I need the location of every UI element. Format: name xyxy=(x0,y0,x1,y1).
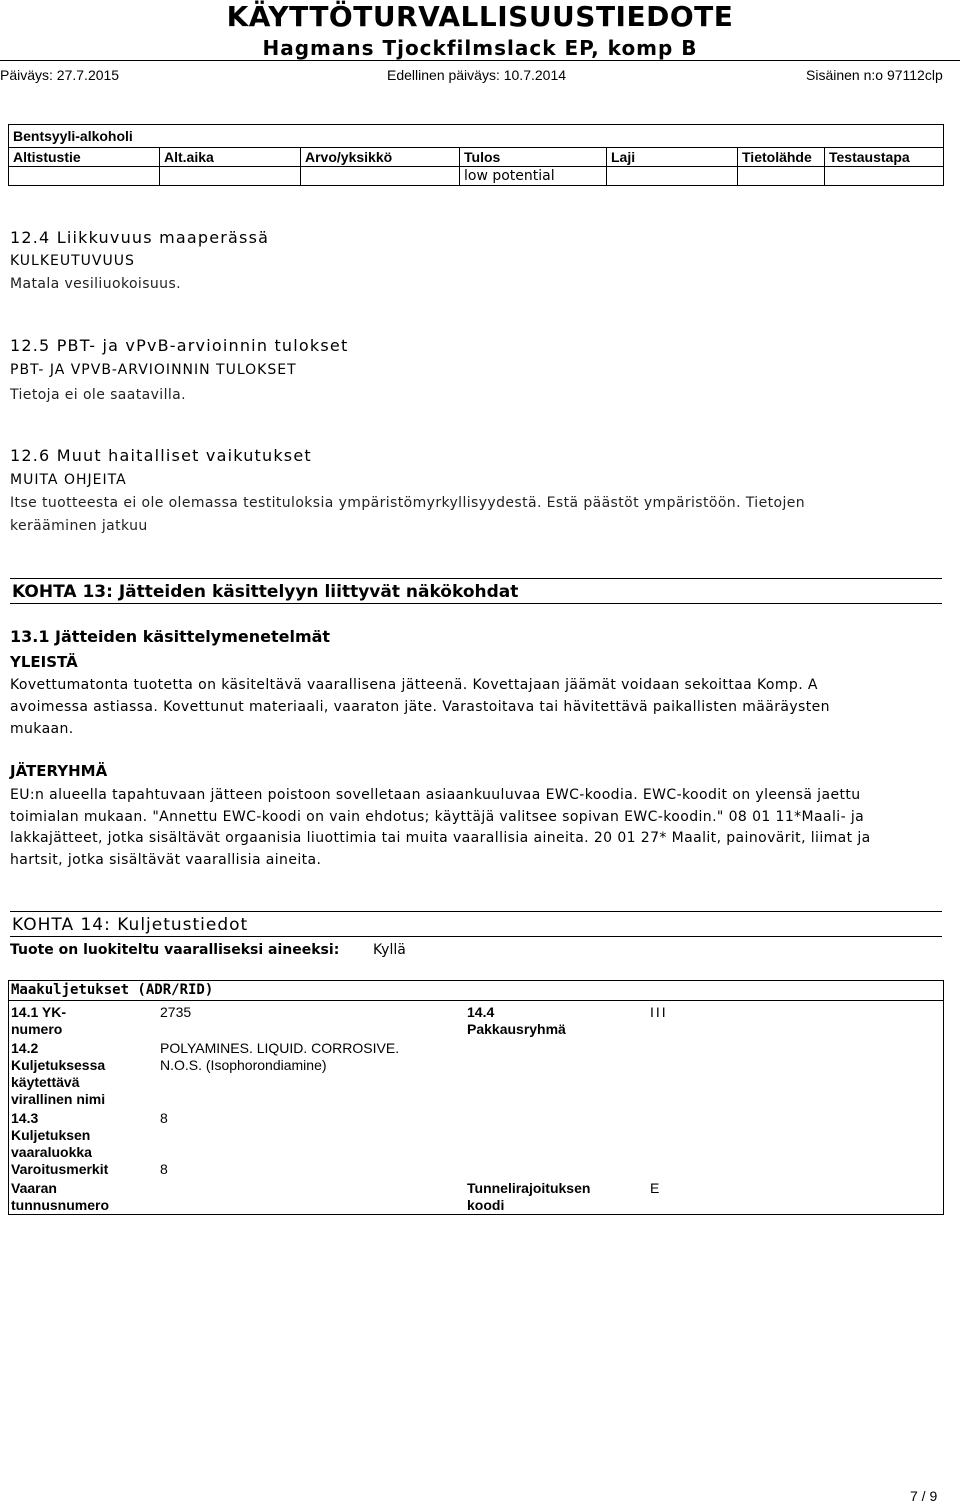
label-line: tunnusnumero xyxy=(11,1197,109,1213)
column-header: Arvo/yksikkö xyxy=(301,148,460,167)
waste-group-text-line: toimialan mukaan. "Annettu EWC-koodi on vain ehdotus; käyttäjä valitsee sopivan EWC-koodin." 08 01 11*Maali- ja xyxy=(10,809,865,825)
section-12-6-text-line: kerääminen jatkuu xyxy=(10,518,148,534)
section-13-heading: KOHTA 13: Jätteiden käsittelyyn liittyvät näkökohdat xyxy=(12,582,519,602)
hazard-class-value: 8 xyxy=(160,1110,168,1126)
section-14-bottom-rule xyxy=(10,936,942,937)
substance-name: Bentsyyli-alkoholi xyxy=(9,125,944,148)
column-header: Alt.aika xyxy=(160,148,301,167)
waste-group-text-line: hartsit, jotka sisältävät vaarallisia aineita. xyxy=(10,852,322,868)
hazard-class-label xyxy=(11,1110,92,1161)
document-title: KÄYTTÖTURVALLISUUSTIEDOTE xyxy=(226,0,734,33)
section-13-1-heading: 13.1 Jätteiden käsittelymenetelmät xyxy=(10,627,331,646)
table-cell xyxy=(301,167,460,186)
tunnel-code-label xyxy=(467,1180,590,1214)
table-cell xyxy=(9,167,160,186)
value-line: POLYAMINES. LIQUID. CORROSIVE. xyxy=(160,1040,400,1056)
section-12-5-text: Tietoja ei ole saatavilla. xyxy=(10,387,186,403)
shipping-name-value xyxy=(160,1040,399,1074)
table-cell: low potential xyxy=(460,167,607,186)
column-header: Tietolähde xyxy=(738,148,825,167)
table-cell xyxy=(160,167,301,186)
section-12-6-subheading: MUITA OHJEITA xyxy=(10,472,127,488)
section-12-4-text: Matala vesiliuokoisuus. xyxy=(10,276,181,292)
label-line: 14.4 xyxy=(467,1004,495,1020)
page-number: 7 / 9 xyxy=(910,1488,938,1504)
general-text-line: avoimessa astiassa. Kovettunut materiaali, vaaraton jäte. Varastoitava tai hävitettävä paikallisten määräysten xyxy=(10,699,830,715)
classified-label: Tuote on luokiteltu vaaralliseksi aineeksi: xyxy=(10,942,340,958)
classified-value: Kyllä xyxy=(373,942,406,958)
label-line: käytettävä xyxy=(11,1074,80,1090)
label-line: Kuljetuksessa xyxy=(11,1057,106,1073)
header-divider xyxy=(0,60,960,61)
column-header: Testaustapa xyxy=(825,148,944,167)
section-12-6-text-line: Itse tuotteesta ei ole olemassa testituloksia ympäristömyrkyllisyydestä. Estä päästöt ympäristöön. Tietojen xyxy=(10,495,806,511)
section-12-5-subheading: PBT- JA VPVB-ARVIOINNIN TULOKSET xyxy=(10,362,297,378)
label-line: virallinen nimi xyxy=(11,1091,106,1107)
tunnel-code-value: E xyxy=(650,1180,660,1196)
section-12-4-subheading: KULKEUTUVUUS xyxy=(10,253,135,269)
packing-group-label xyxy=(467,1004,566,1038)
column-header: Laji xyxy=(607,148,738,167)
general-heading: YLEISTÄ xyxy=(10,653,78,671)
transport-box-header xyxy=(9,981,943,1001)
section-12-6-heading: 12.6 Muut haitalliset vaikutukset xyxy=(10,446,312,465)
warning-labels-value: 8 xyxy=(160,1161,168,1177)
shipping-name-label xyxy=(11,1040,105,1108)
ecotoxicity-table xyxy=(8,124,944,186)
general-text-line: Kovettumatonta tuotetta on käsiteltävä vaarallisena jätteenä. Kovettajaan jäämät voidaan sekoittaa Komp. A xyxy=(10,677,818,693)
table-header-row xyxy=(9,148,944,167)
un-number-value: 2735 xyxy=(160,1004,192,1020)
table-row xyxy=(9,125,944,148)
section-12-4-heading: 12.4 Liikkuvuus maaperässä xyxy=(10,228,270,247)
label-line: koodi xyxy=(467,1197,505,1213)
product-name: Hagmans Tjockfilmslack EP, komp B xyxy=(262,36,698,60)
packing-group-value: III xyxy=(650,1004,668,1020)
hazard-id-label xyxy=(11,1180,109,1214)
label-line: Tunnelirajoituksen xyxy=(467,1180,591,1196)
value-line: N.O.S. (Isophorondiamine) xyxy=(160,1057,327,1073)
label-line: Kuljetuksen xyxy=(11,1127,91,1143)
transport-title: Maakuljetukset (ADR/RID) xyxy=(11,982,214,998)
un-number-label xyxy=(11,1004,66,1038)
table-cell xyxy=(607,167,738,186)
label-line: 14.2 xyxy=(11,1040,39,1056)
column-header: Altistustie xyxy=(9,148,160,167)
section-14-heading: KOHTA 14: Kuljetustiedot xyxy=(12,915,249,935)
waste-group-heading: JÄTERYHMÄ xyxy=(10,762,108,780)
table-cell xyxy=(738,167,825,186)
transport-box xyxy=(8,980,944,1215)
label-line: Pakkausryhmä xyxy=(467,1021,566,1037)
table-cell xyxy=(825,167,944,186)
section-14-top-rule xyxy=(10,911,942,912)
waste-group-text-line: EU:n alueella tapahtuvaan jätteen poistoon sovelletaan asiaankuuluvaa EWC-koodia. EWC-koodit on yleensä jaettu xyxy=(10,787,861,803)
label-line: Vaaran xyxy=(11,1180,57,1196)
table-row xyxy=(9,167,944,186)
internal-number: Sisäinen n:o 97112clp xyxy=(806,67,943,83)
issue-date: Päiväys: 27.7.2015 xyxy=(0,67,120,83)
section-12-5-heading: 12.5 PBT- ja vPvB-arvioinnin tulokset xyxy=(10,336,349,355)
previous-date: Edellinen päiväys: 10.7.2014 xyxy=(387,67,567,83)
waste-group-text-line: lakkajätteet, jotka sisältävät orgaanisia liuottimia tai muita vaarallisia aineita. 20 01 27* Maalit, painovärit, liimat ja xyxy=(10,830,871,846)
label-line: 14.3 xyxy=(11,1110,39,1126)
label-line: numero xyxy=(11,1021,63,1037)
section-13-bottom-rule xyxy=(10,603,942,604)
label-line: vaaraluokka xyxy=(11,1144,92,1160)
section-13-top-rule xyxy=(10,578,942,579)
warning-labels-label: Varoitusmerkit xyxy=(11,1161,109,1177)
general-text-line: mukaan. xyxy=(10,721,74,737)
label-line: 14.1 YK- xyxy=(11,1004,66,1020)
column-header: Tulos xyxy=(460,148,607,167)
